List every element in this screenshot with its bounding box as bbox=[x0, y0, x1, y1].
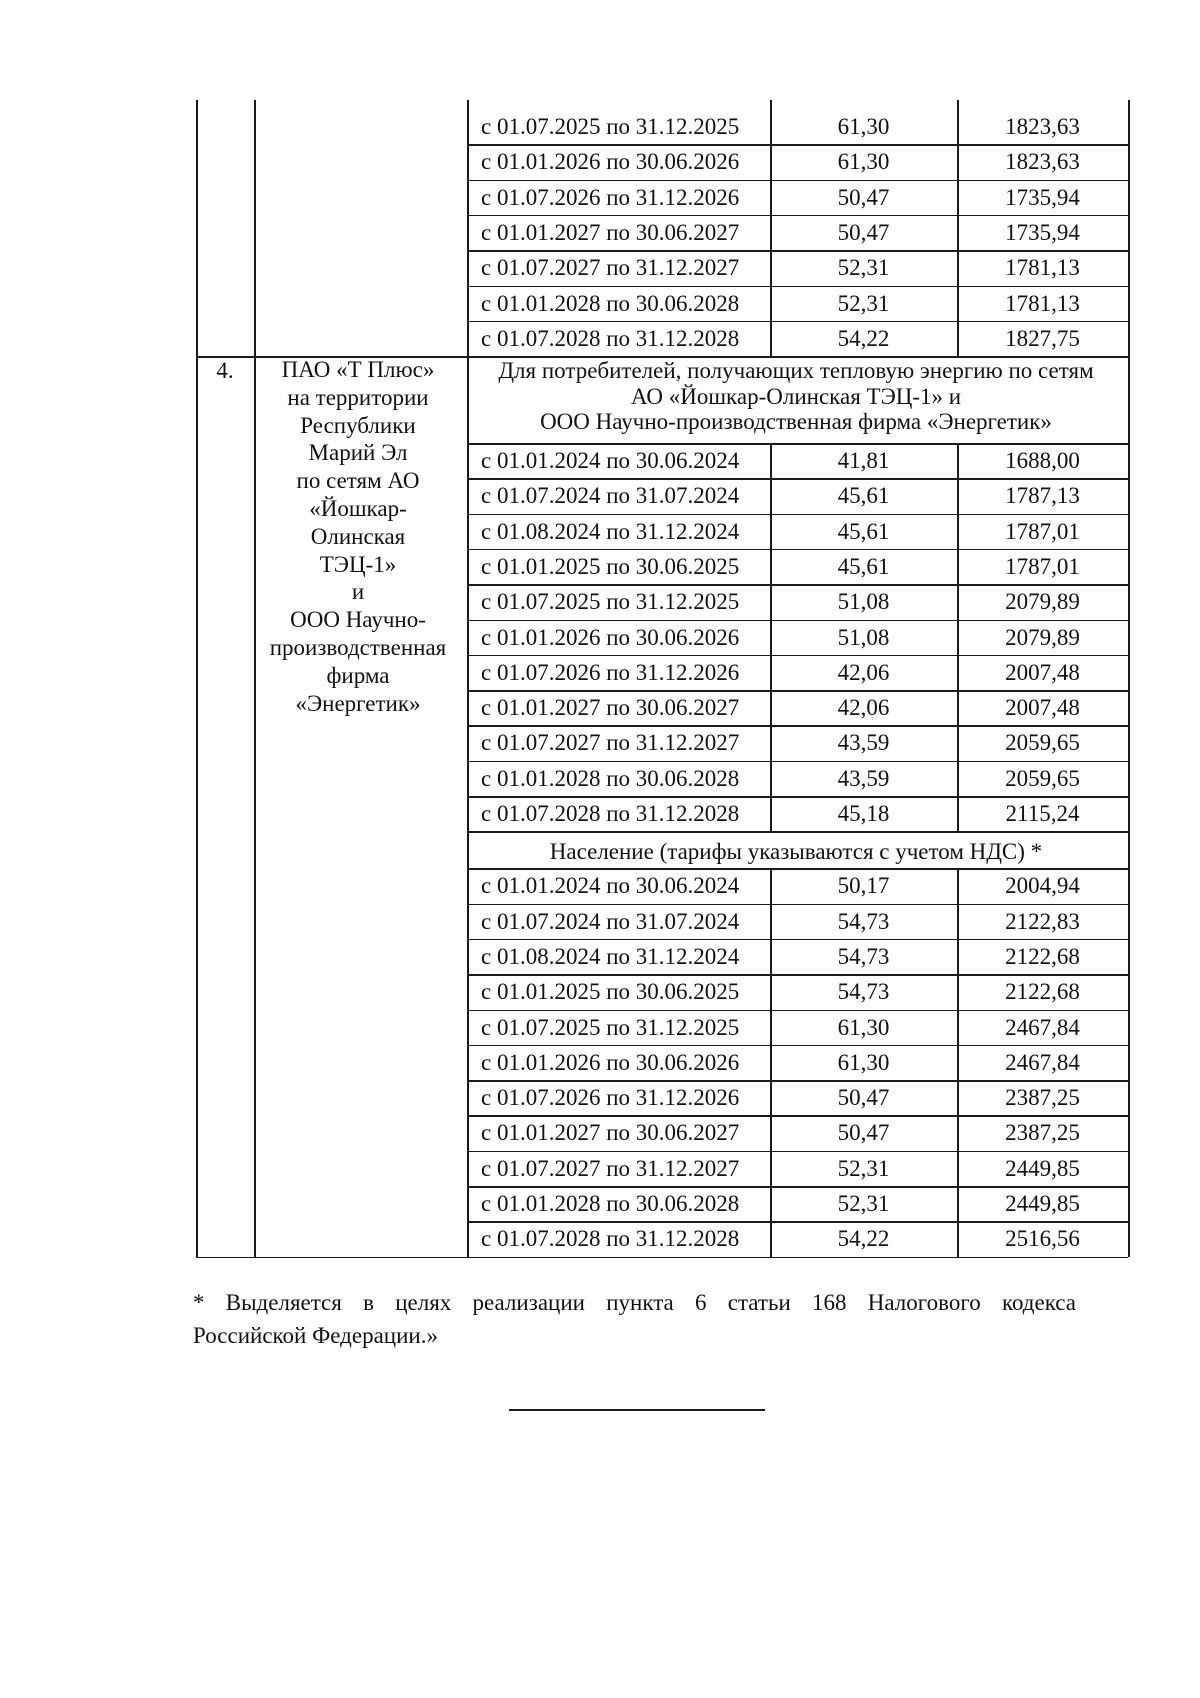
rate-cell: 51,08 bbox=[837, 624, 890, 650]
group1-heading-line: ООО Научно-производственная фирма «Энергетик» bbox=[540, 409, 1052, 434]
row-divider bbox=[467, 655, 1128, 657]
rate-cell: 45,18 bbox=[837, 801, 890, 826]
group1-heading-line: АО «Йошкар-Олинская ТЭЦ-1» и bbox=[630, 383, 962, 409]
rate-cell: 50,47 bbox=[837, 1120, 890, 1146]
period-cell: с 01.07.2025 по 31.12.2025 bbox=[481, 1014, 740, 1040]
tariff-cell: 2079,89 bbox=[1005, 624, 1080, 650]
period-cell: с 01.01.2026 по 30.06.2026 bbox=[481, 624, 740, 650]
row-divider bbox=[467, 904, 1128, 906]
group2-heading-border bbox=[467, 868, 1128, 870]
col-border-rate bbox=[957, 443, 959, 831]
organization-name-line: ТЭЦ-1» bbox=[319, 551, 397, 577]
period-cell: с 01.08.2024 по 31.12.2024 bbox=[481, 943, 740, 969]
period-cell: с 01.07.2028 по 31.12.2028 bbox=[481, 1226, 740, 1252]
period-cell: с 01.01.2025 по 30.06.2025 bbox=[481, 553, 740, 579]
organization-name-line: и bbox=[351, 579, 365, 605]
row-divider bbox=[467, 761, 1128, 763]
rate-cell: 54,73 bbox=[837, 908, 890, 934]
period-cell: с 01.01.2028 по 30.06.2028 bbox=[481, 765, 740, 791]
tariff-cell: 2122,68 bbox=[1005, 979, 1080, 1005]
tariff-cell: 2122,68 bbox=[1005, 943, 1080, 969]
period-cell: с 01.01.2027 по 30.06.2027 bbox=[481, 695, 740, 721]
organization-name-line: «Энергетик» bbox=[295, 690, 421, 716]
tariff-cell: 1787,13 bbox=[1005, 483, 1080, 509]
group2-heading-top bbox=[467, 831, 1128, 833]
tariff-cell: 2115,24 bbox=[1005, 801, 1080, 826]
row-divider bbox=[467, 1045, 1128, 1047]
rate-cell: 54,22 bbox=[837, 325, 890, 351]
organization-name-line: «Йошкар- bbox=[309, 495, 407, 521]
period-cell: с 01.07.2026 по 31.12.2026 bbox=[481, 184, 740, 210]
rate-cell: 50,47 bbox=[837, 184, 890, 210]
rate-cell: 41,81 bbox=[837, 448, 890, 473]
organization-name-line: ПАО «Т Плюс» bbox=[281, 357, 435, 382]
row-divider bbox=[467, 974, 1128, 976]
tariff-cell: 1787,01 bbox=[1005, 518, 1080, 544]
tariff-cell: 2059,65 bbox=[1005, 730, 1080, 756]
period-cell: с 01.07.2028 по 31.12.2028 bbox=[481, 801, 740, 826]
rate-cell: 61,30 bbox=[837, 1049, 890, 1075]
organization-name-line: Республики bbox=[300, 412, 416, 438]
footnote-line-1: * Выделяется в целях реализации пункта 6 статьи 168 Налогового кодекса bbox=[193, 1290, 1076, 1315]
period-cell: с 01.07.2028 по 31.12.2028 bbox=[481, 325, 740, 351]
rate-cell: 50,47 bbox=[837, 219, 890, 245]
period-cell: с 01.07.2027 по 31.12.2027 bbox=[481, 1155, 740, 1181]
organization-name-line: Олинская bbox=[310, 523, 406, 549]
row-divider bbox=[467, 478, 1128, 480]
period-cell: с 01.01.2024 по 30.06.2024 bbox=[481, 873, 740, 899]
organization-name-line: по сетям АО bbox=[296, 468, 420, 494]
tariff-cell: 2059,65 bbox=[1005, 765, 1080, 791]
col-border-period bbox=[770, 100, 772, 356]
col-border-period bbox=[770, 868, 772, 1256]
tariff-cell: 2007,48 bbox=[1005, 659, 1080, 685]
tariff-cell: 2007,48 bbox=[1005, 695, 1080, 721]
row-divider bbox=[467, 1186, 1128, 1188]
row-divider bbox=[467, 620, 1128, 622]
row-divider bbox=[467, 939, 1128, 941]
rate-cell: 51,08 bbox=[837, 589, 890, 615]
rate-cell: 50,17 bbox=[837, 873, 890, 899]
col-border-period bbox=[770, 443, 772, 831]
tariff-cell: 1823,63 bbox=[1005, 114, 1080, 139]
rate-cell: 43,59 bbox=[837, 730, 890, 756]
row-divider bbox=[467, 690, 1128, 692]
rate-cell: 42,06 bbox=[837, 659, 890, 685]
rate-cell: 61,30 bbox=[837, 1014, 890, 1040]
rate-cell: 61,30 bbox=[837, 114, 890, 139]
row-divider bbox=[467, 144, 1128, 146]
period-cell: с 01.07.2027 по 31.12.2027 bbox=[481, 255, 740, 281]
tariff-cell: 2449,85 bbox=[1005, 1191, 1080, 1216]
row-divider bbox=[467, 286, 1128, 288]
footnote bbox=[193, 1286, 1076, 1352]
tariff-cell: 2467,84 bbox=[1005, 1049, 1080, 1075]
period-cell: с 01.01.2026 по 30.06.2026 bbox=[481, 149, 740, 175]
tariff-cell: 1827,75 bbox=[1005, 325, 1080, 351]
row-divider bbox=[467, 215, 1128, 217]
rate-cell: 45,61 bbox=[837, 518, 890, 544]
row-divider bbox=[467, 549, 1128, 551]
organization-name-line: на территории bbox=[287, 384, 429, 410]
row-divider bbox=[467, 321, 1128, 323]
group2-heading: Население (тарифы указываются с учетом НДС) * bbox=[549, 839, 1043, 865]
row-divider bbox=[467, 584, 1128, 586]
rate-cell: 45,61 bbox=[837, 483, 890, 509]
rate-cell: 42,06 bbox=[837, 695, 890, 721]
closing-rule bbox=[509, 1409, 765, 1411]
row-divider bbox=[467, 514, 1128, 516]
group1-heading-border bbox=[467, 443, 1128, 445]
rate-cell: 43,59 bbox=[837, 765, 890, 791]
row-divider bbox=[467, 1010, 1128, 1012]
tariff-cell: 2449,85 bbox=[1005, 1155, 1080, 1181]
rate-cell: 54,73 bbox=[837, 943, 890, 969]
rate-cell: 52,31 bbox=[837, 1155, 890, 1181]
rate-cell: 50,47 bbox=[837, 1085, 890, 1111]
period-cell: с 01.08.2024 по 31.12.2024 bbox=[481, 518, 740, 544]
organization-name bbox=[250, 356, 466, 717]
period-cell: с 01.01.2027 по 30.06.2027 bbox=[481, 219, 740, 245]
table-bottom-border bbox=[196, 1257, 1128, 1259]
tariff-cell: 1735,94 bbox=[1005, 219, 1080, 245]
tariff-cell: 1781,13 bbox=[1005, 255, 1080, 281]
tariff-cell: 2387,25 bbox=[1005, 1120, 1080, 1146]
period-cell: с 01.07.2027 по 31.12.2027 bbox=[481, 730, 740, 756]
organization-name-line: ООО Научно- bbox=[290, 607, 426, 633]
col-border-rate bbox=[957, 100, 959, 356]
tariff-cell: 1787,01 bbox=[1005, 553, 1080, 579]
tariff-cell: 1823,63 bbox=[1005, 149, 1080, 175]
rate-cell: 54,22 bbox=[837, 1226, 890, 1252]
group1-heading-line: Для потребителей, получающих тепловую энергию по сетям bbox=[498, 358, 1094, 383]
tariff-cell: 2004,94 bbox=[1005, 873, 1080, 899]
period-cell: с 01.07.2026 по 31.12.2026 bbox=[481, 1085, 740, 1111]
row-divider bbox=[467, 1221, 1128, 1223]
tariff-cell: 2516,56 bbox=[1005, 1226, 1080, 1252]
row-divider bbox=[467, 796, 1128, 798]
organization-name-line: фирма bbox=[326, 662, 390, 688]
tariff-cell: 2122,83 bbox=[1005, 908, 1080, 934]
rate-cell: 52,31 bbox=[837, 255, 890, 281]
period-cell: с 01.07.2025 по 31.12.2025 bbox=[481, 589, 740, 615]
rate-cell: 45,61 bbox=[837, 553, 890, 579]
col-border-right bbox=[1128, 100, 1130, 1257]
tariff-cell: 1688,00 bbox=[1005, 448, 1080, 473]
row-divider bbox=[467, 725, 1128, 727]
col-border-rate bbox=[957, 868, 959, 1256]
rate-cell: 52,31 bbox=[837, 290, 890, 316]
period-cell: с 01.07.2024 по 31.07.2024 bbox=[481, 483, 740, 509]
period-cell: с 01.01.2025 по 30.06.2025 bbox=[481, 979, 740, 1005]
row-divider bbox=[467, 180, 1128, 182]
period-cell: с 01.01.2024 по 30.06.2024 bbox=[481, 448, 740, 473]
col-border-left bbox=[196, 100, 198, 1257]
period-cell: с 01.01.2028 по 30.06.2028 bbox=[481, 1191, 740, 1216]
period-cell: с 01.01.2026 по 30.06.2026 bbox=[481, 1049, 740, 1075]
row-divider bbox=[467, 1080, 1128, 1082]
rate-cell: 54,73 bbox=[837, 979, 890, 1005]
rate-cell: 61,30 bbox=[837, 149, 890, 175]
period-cell: с 01.07.2024 по 31.07.2024 bbox=[481, 908, 740, 934]
period-cell: с 01.07.2025 по 31.12.2025 bbox=[481, 114, 740, 139]
group1-heading bbox=[467, 358, 1125, 435]
rate-cell: 52,31 bbox=[837, 1191, 890, 1216]
tariff-cell: 1735,94 bbox=[1005, 184, 1080, 210]
period-cell: с 01.01.2027 по 30.06.2027 bbox=[481, 1120, 740, 1146]
row-number: 4. bbox=[216, 358, 234, 383]
footnote-line-2: Российской Федерации.» bbox=[193, 1323, 438, 1348]
tariff-cell: 2467,84 bbox=[1005, 1014, 1080, 1040]
period-cell: с 01.07.2026 по 31.12.2026 bbox=[481, 659, 740, 685]
row-divider bbox=[467, 250, 1128, 252]
row-divider bbox=[467, 1151, 1128, 1153]
period-cell: с 01.01.2028 по 30.06.2028 bbox=[481, 290, 740, 316]
tariff-cell: 2387,25 bbox=[1005, 1085, 1080, 1111]
row-divider bbox=[467, 1115, 1128, 1117]
tariff-cell: 2079,89 bbox=[1005, 589, 1080, 615]
tariff-cell: 1781,13 bbox=[1005, 290, 1080, 316]
organization-name-line: производственная bbox=[269, 634, 447, 660]
organization-name-line: Марий Эл bbox=[308, 440, 408, 466]
